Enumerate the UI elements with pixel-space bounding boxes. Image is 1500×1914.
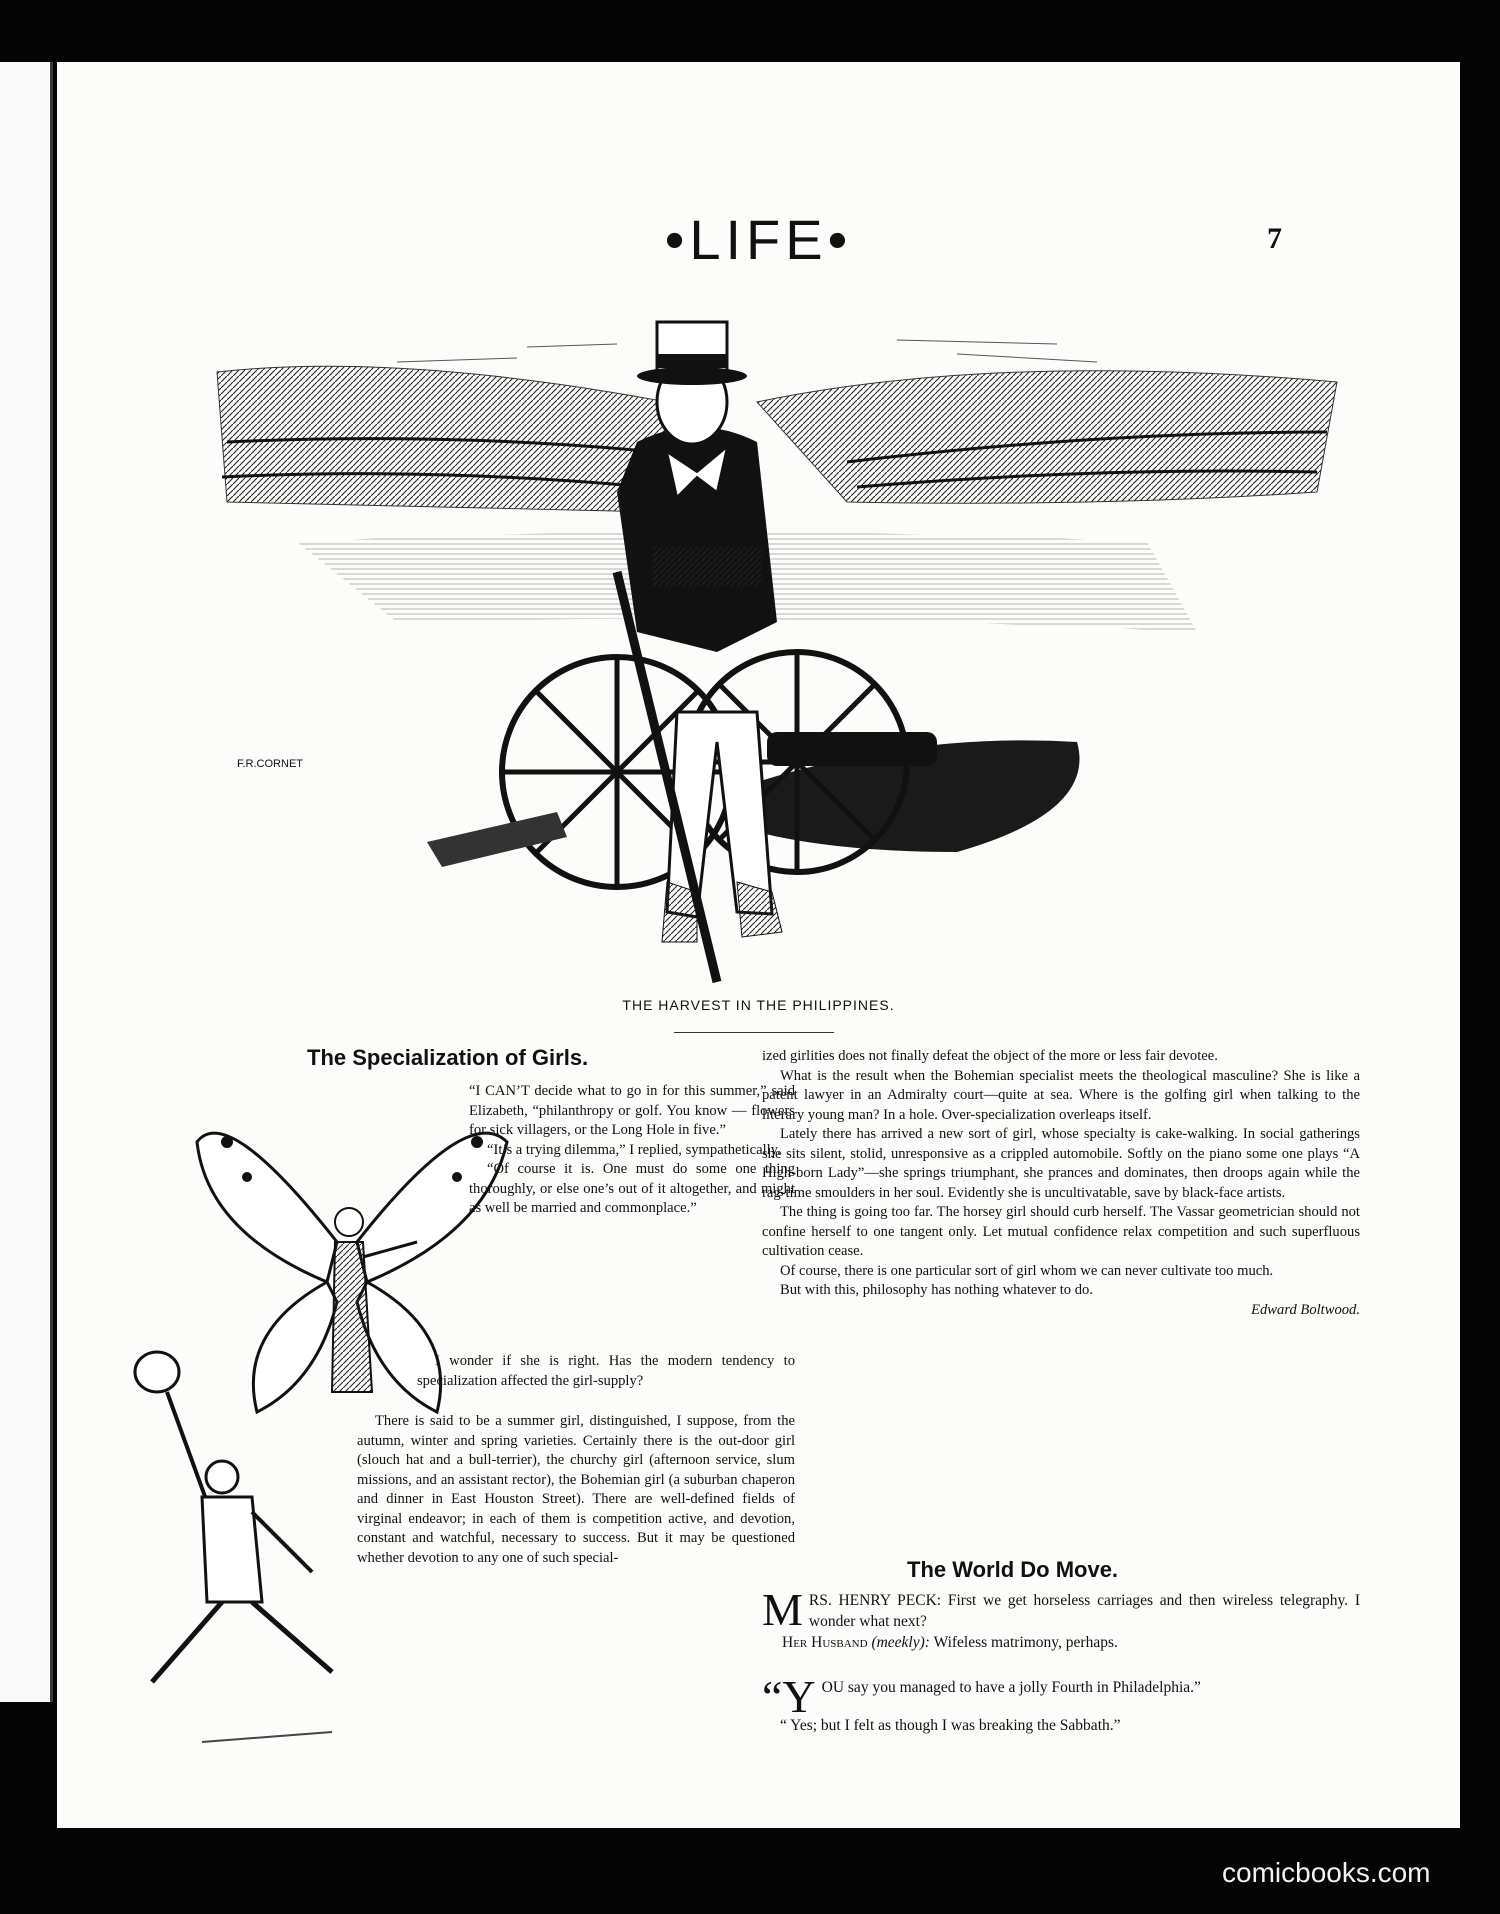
joke-line-1: OU say you managed to have a jolly Fourth in Philadelphia.” (821, 1679, 1201, 1696)
joke-block (762, 1671, 1360, 1736)
paragraph: “I CAN’T decide what to go in for this summer,” said Elizabeth, “philanthropy or golf. You know — flowers for sick villagers, or the Long Hole in five.” (469, 1083, 795, 1138)
previous-page-edge (0, 62, 53, 1702)
article2-dialogue (762, 1584, 1361, 1653)
artist-signature: F.R.CORNET (237, 758, 303, 770)
article1-intro (469, 1082, 795, 1219)
article1-left-column (417, 1352, 795, 1391)
paragraph: Of course, there is one particular sort of girl whom we can never cultivate too much. (780, 1262, 1274, 1279)
paragraph: “Of course it is. One must do some one thing thoroughly, or else one’s out of it altogether, and might as well be married and commonplace.” (469, 1161, 795, 1216)
article1-left-column-lower (357, 1412, 795, 1568)
article-title-specialization: The Specialization of Girls. (307, 1045, 589, 1070)
divider (674, 1032, 834, 1033)
page-number: 7 (1267, 222, 1282, 255)
author-signature: Edward Boltwood. (1251, 1301, 1360, 1318)
cartoon-harvest-philippines (197, 292, 1347, 992)
paragraph: What is the result when the Bohemian specialist meets the theological masculine? She is like a patent lawyer in an Admiralty court—quite at sea. Where is the golfing girl when talking to the literary young man? In a hole. Over-specialization overleaps itself. (762, 1067, 1360, 1123)
paragraph: The thing is going too far. The horsey girl should curb herself. The Vassar geometrician should not confine herself to one tangent only. Let mutual confidence relax competition and such superfluous cultivation cease. (762, 1204, 1360, 1259)
joke-line-2: “ Yes; but I felt as though I was breaking the Sabbath.” (780, 1717, 1121, 1734)
masthead: •LIFE• (664, 208, 853, 271)
speaker-mrs-peck: RS. HENRY PECK: (808, 1592, 942, 1609)
cartoon-caption: THE HARVEST IN THE PHILIPPINES. (622, 997, 895, 1013)
speaker-husband: Her Husband (782, 1634, 868, 1651)
watermark: comicbooks.com (1222, 1857, 1431, 1888)
paragraph: I wonder if she is right. Has the modern tendency to specialization affected the girl-supply? (417, 1353, 795, 1389)
paragraph: Lately there has arrived a new sort of girl, whose specialty is cake-walking. In social gatherings she sits silent, stolid, unresponsive as a crippled automobile. Softly on the piano some one plays “A High-born Lady”—she springs triumphant, she prances and dominates, then droops again while the rag-time smoulders in her soul. Evidently she is uncultivatable, save by black-face artists. (762, 1126, 1360, 1201)
article1-right-column (762, 1047, 1360, 1320)
drop-cap: “Y (762, 1671, 816, 1722)
magazine-page (57, 62, 1460, 1828)
line-text: First we get horseless carriages and then wireless telegraphy. I wonder what next? (808, 1592, 1361, 1630)
drop-cap: M (762, 1584, 803, 1635)
speaker-manner: (meekly): (871, 1634, 930, 1651)
paragraph: But with this, philosophy has nothing whatever to do. (780, 1282, 1093, 1298)
line-text: Wifeless matrimony, perhaps. (933, 1634, 1118, 1651)
paragraph: ized girlities does not finally defeat the object of the more or less fair devotee. (762, 1048, 1218, 1064)
article-title-world-do-move: The World Do Move. (907, 1557, 1119, 1582)
running-man-illustration (112, 1332, 372, 1752)
paragraph: “It’s a trying dilemma,” I replied, sympathetically. (487, 1141, 781, 1158)
paragraph: There is said to be a summer girl, distinguished, I suppose, from the autumn, winter and spring varieties. Certainly there is the out-door girl (slouch hat and a bull-terrier), the churchy girl (afternoon service, slum missions, and an assistant rector), the Bohemian girl (a suburban chaperon and dinner in East Houston Street). There are well-defined fields of virginal endeavor; in each of them is competition active, and devotion, constant and watchful, necessary to success. But it may be questioned whether devotion to any one of such special- (357, 1413, 795, 1566)
